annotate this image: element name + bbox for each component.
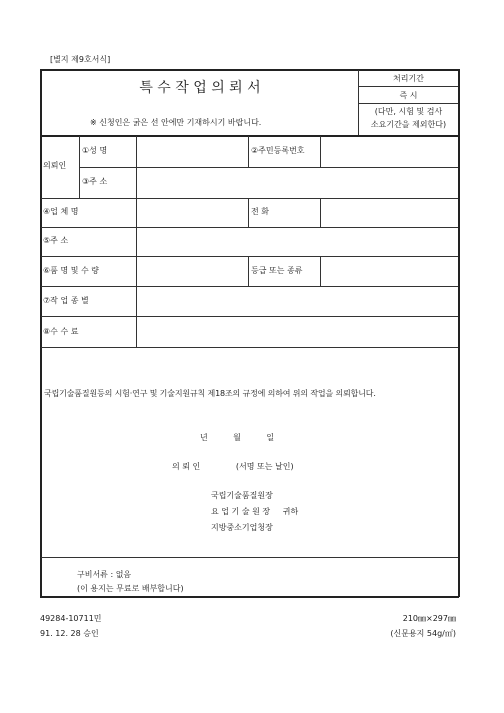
- requester-address-label: ③주 소: [82, 177, 108, 186]
- footer-approval: 91. 12. 28 승인: [40, 629, 99, 638]
- recipient-2: 요 업 기 술 원 장 귀하: [211, 507, 299, 516]
- requester-name-label: ①성 명: [82, 146, 108, 155]
- footer-code: 49284-10711민: [40, 614, 102, 623]
- item-field[interactable]: [137, 256, 248, 286]
- grade-label: 등급 또는 종류: [251, 266, 303, 275]
- processing-header: 처리기간: [393, 74, 424, 83]
- fee-field[interactable]: [137, 316, 458, 347]
- instruction-text: ※ 신청인은 굵은 선 안에만 기재하시기 바랍니다.: [90, 118, 262, 127]
- requester-id-field[interactable]: [321, 136, 458, 167]
- item-label: ⑥품 명 및 수 량: [43, 266, 99, 275]
- request-statement: 국립기술품질원등의 시험·연구 및 기술지원규칙 제18조의 규정에 의하여 위의 작업을 의뢰합니다.: [44, 389, 376, 398]
- signer-line: 의 뢰 인 (서명 또는 날인): [172, 462, 294, 471]
- phone-label: 전 화: [251, 207, 269, 216]
- phone-field[interactable]: [321, 198, 458, 227]
- recipient-3: 지방중소기업청장: [211, 523, 273, 532]
- footer-paper-size: 210㎜×297㎜: [402, 614, 456, 623]
- work-type-label: ⑦작 업 종 별: [43, 296, 89, 305]
- processing-note-line1: (다만, 시험 및 검사: [374, 107, 443, 116]
- attachments-label: 구비서류 : 없음: [77, 570, 132, 579]
- work-type-field[interactable]: [137, 286, 458, 316]
- requester-name-field[interactable]: [137, 136, 248, 167]
- page-title: 특 수 작 업 의 뢰 서: [139, 80, 261, 96]
- company-label: ④업 체 명: [43, 207, 79, 216]
- footer-paper-type: (신문용지 54g/㎡): [390, 629, 456, 638]
- date-line: 년 월 일: [200, 433, 275, 442]
- processing-note-line2: 소요기간을 제외한다): [370, 120, 447, 129]
- company-field[interactable]: [137, 198, 248, 227]
- address-label: ⑤주 소: [43, 236, 69, 245]
- attachments-note: (이 용지는 무료로 배부합니다): [77, 584, 184, 593]
- grade-field[interactable]: [321, 256, 458, 286]
- processing-value: 즉 시: [399, 91, 418, 100]
- recipient-1: 국립기술품질원장: [211, 491, 273, 500]
- address-field[interactable]: [137, 227, 458, 256]
- requester-address-field[interactable]: [137, 167, 458, 198]
- fee-label: ⑧수 수 료: [43, 327, 79, 336]
- requester-id-label: ②주민등록번호: [251, 146, 305, 155]
- requester-group-label: 의뢰인: [43, 161, 67, 170]
- form-number: [별지 제9호서식]: [50, 55, 111, 64]
